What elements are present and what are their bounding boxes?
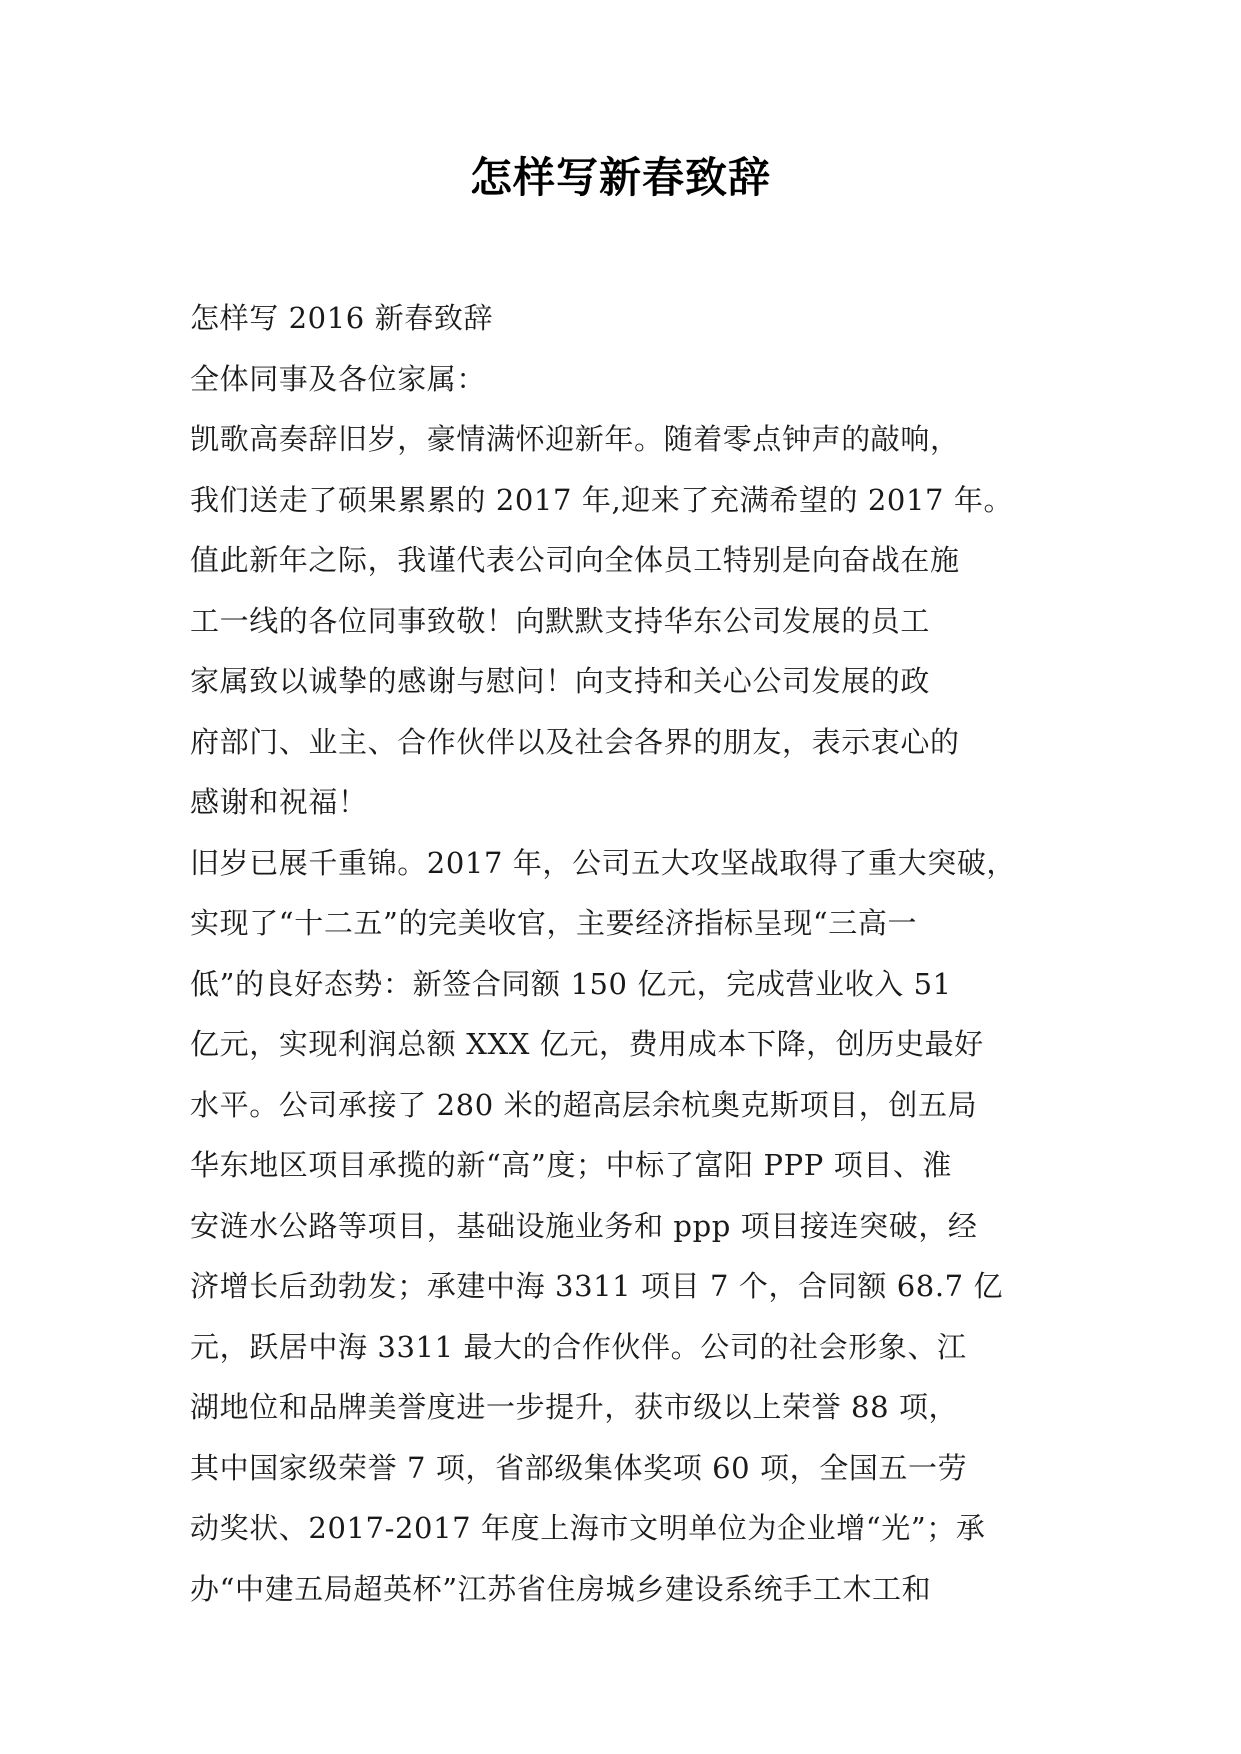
body-line: 其中国家级荣誉 7 项，省部级集体奖项 60 项，全国五一劳 [190,1450,968,1485]
body-line: 安涟水公路等项目，基础设施业务和 ppp 项目接连突破，经 [190,1208,978,1243]
body-line: 感谢和祝福！ [190,785,368,819]
body-line: 低”的良好态势：新签合同额 150 亿元，完成营业收入 51 [190,966,952,1001]
document-body [190,288,1070,1619]
body-line: 府部门、业主、合作伙伴以及社会各界的朋友，表示衷心的 [190,724,960,759]
body-line: 全体同事及各位家属： [190,361,487,396]
body-line: 元，跃居中海 3311 最大的合作伙伴。公司的社会形象、江 [190,1329,967,1364]
body-line: 旧岁已展千重锦。2017 年，公司五大攻坚战取得了重大突破， [190,845,1017,880]
body-line: 华东地区项目承揽的新“高”度；中标了富阳 PPP 项目、淮 [190,1148,953,1182]
body-line: 我们送走了硕果累累的 2017 年,迎来了充满希望的 2017 年。 [190,482,1014,517]
body-line: 实现了“十二五”的完美收官，主要经济指标呈现“三高一 [190,906,918,940]
body-line: 值此新年之际，我谨代表公司向全体员工特别是向奋战在施 [190,543,960,577]
body-line: 动奖状、2017-2017 年度上海市文明单位为企业增“光”；承 [190,1511,986,1545]
body-line: 济增长后劲勃发；承建中海 3311 项目 7 个，合同额 68.7 亿 [190,1269,1004,1303]
body-line: 凯歌高奏辞旧岁，豪情满怀迎新年。随着零点钟声的敲响， [190,422,960,456]
body-line: 办“中建五局超英杯”江苏省住房城乡建设系统手工木工和 [190,1571,932,1606]
body-line: 亿元，实现利润总额 XXX 亿元，费用成本下降，创历史最好 [190,1027,984,1061]
body-line: 家属致以诚挚的感谢与慰问！向支持和关心公司发展的政 [190,664,931,698]
body-line: 水平。公司承接了 280 米的超高层余杭奥克斯项目，创五局 [190,1087,978,1122]
body-line: 湖地位和品牌美誉度进一步提升，获市级以上荣誉 88 项， [190,1390,959,1424]
body-line: 怎样写 2016 新春致辞 [190,301,494,335]
document-title: 怎样写新春致辞 [469,153,771,202]
body-line: 工一线的各位同事致敬！向默默支持华东公司发展的员工 [190,603,931,638]
